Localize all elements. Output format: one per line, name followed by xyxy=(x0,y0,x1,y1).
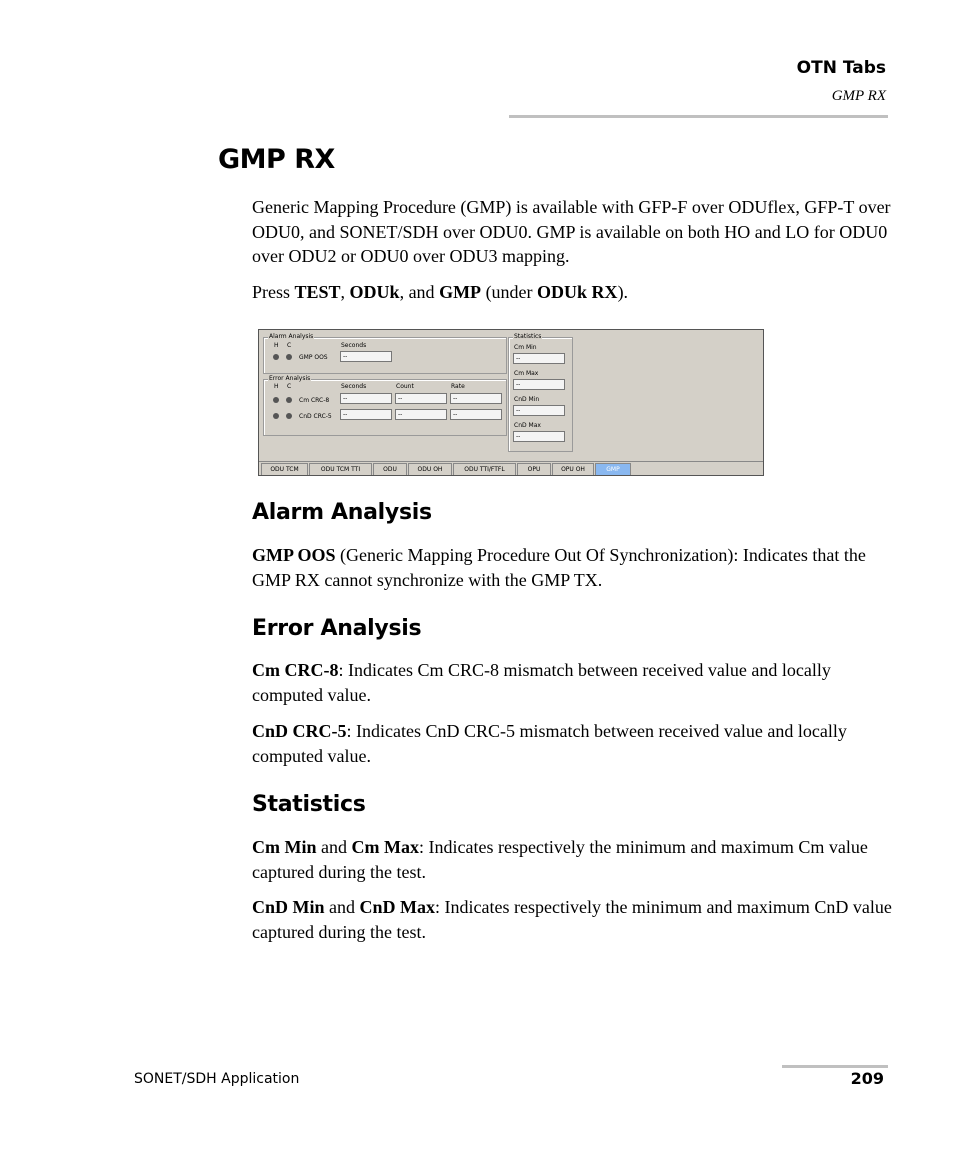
error-seconds-header: Seconds xyxy=(341,383,367,390)
cnd-min-max-description: CnD Min and CnD Max: Indicates respectively the minimum and maximum CnD value captured during the test. xyxy=(252,897,892,942)
statistics-group-title: Statistics xyxy=(514,333,542,340)
alarm-analysis-heading: Alarm Analysis xyxy=(252,500,432,525)
cm-max-field: -- xyxy=(513,379,565,390)
cm-crc8-label: Cm CRC-8 xyxy=(299,397,330,404)
cm-min-max-description: Cm Min and Cm Max: Indicates respectively the minimum and maximum Cm value captured during the test. xyxy=(252,837,868,882)
alarm-analysis-group xyxy=(263,333,507,374)
cnd-min-field: -- xyxy=(513,405,565,416)
error-c-header: C xyxy=(287,383,292,390)
cm-crc8-description: Cm CRC-8: Indicates Cm CRC-8 mismatch between received value and locally computed value. xyxy=(252,660,831,705)
cnd-crc5-seconds-field: -- xyxy=(340,409,392,420)
gmp-oos-seconds-field: -- xyxy=(340,351,392,362)
tab-gmp[interactable]: GMP xyxy=(595,463,631,475)
error-h-header: H xyxy=(274,383,279,390)
gmp-oos-label: GMP OOS xyxy=(299,354,328,361)
footer-rule xyxy=(782,1065,888,1068)
gmp-oos-current-led-icon xyxy=(286,354,292,360)
page-number: 209 xyxy=(850,1069,884,1088)
cnd-crc5-current-led-icon xyxy=(286,413,292,419)
gmp-oos-description: GMP OOS (Generic Mapping Procedure Out Of Synchronization): Indicates that the GMP RX cannot synchronize with the GMP TX. xyxy=(252,545,866,590)
tab-odu-tcm-tti[interactable]: ODU TCM TTI xyxy=(309,463,372,475)
page-heading: GMP RX xyxy=(218,144,335,175)
cnd-crc5-description: CnD CRC-5: Indicates CnD CRC-5 mismatch between received value and locally computed value. xyxy=(252,721,847,766)
error-count-header: Count xyxy=(396,383,414,390)
alarm-analysis-group-title: Alarm Analysis xyxy=(269,333,314,340)
error-analysis-heading: Error Analysis xyxy=(252,616,422,641)
cm-crc8-history-led-icon xyxy=(273,397,279,403)
tab-odu-oh[interactable]: ODU OH xyxy=(408,463,452,475)
running-header-title: OTN Tabs xyxy=(796,58,886,78)
cm-min-field: -- xyxy=(513,353,565,364)
cnd-max-field: -- xyxy=(513,431,565,442)
cm-crc8-rate-field: -- xyxy=(450,393,502,404)
tab-odu-tcm[interactable]: ODU TCM xyxy=(261,463,308,475)
cnd-max-label: CnD Max xyxy=(514,422,541,429)
cnd-crc5-history-led-icon xyxy=(273,413,279,419)
cnd-crc5-label: CnD CRC-5 xyxy=(299,413,332,420)
intro-paragraph: Generic Mapping Procedure (GMP) is available with GFP-F over ODUflex, GFP-T over ODU0, and SONET/SDH over ODU0. GMP is available on both HO and LO for ODU0 over ODU2 or ODU0 over ODU3 mapping. xyxy=(252,197,891,266)
statistics-group xyxy=(508,333,573,452)
cm-max-label: Cm Max xyxy=(514,370,539,377)
otn-tab-strip xyxy=(259,461,763,475)
cm-crc8-current-led-icon xyxy=(286,397,292,403)
alarm-h-header: H xyxy=(274,342,279,349)
error-rate-header: Rate xyxy=(451,383,465,390)
cnd-crc5-rate-field: -- xyxy=(450,409,502,420)
error-analysis-group-title: Error Analysis xyxy=(269,375,311,382)
tab-opu[interactable]: OPU xyxy=(517,463,551,475)
running-header-subtitle: GMP RX xyxy=(831,88,886,104)
cm-min-label: Cm Min xyxy=(514,344,537,351)
tab-odu[interactable]: ODU xyxy=(373,463,407,475)
cm-crc8-count-field: -- xyxy=(395,393,447,404)
error-analysis-group xyxy=(263,375,507,436)
footer-document-title: SONET/SDH Application xyxy=(134,1071,300,1087)
gmp-oos-history-led-icon xyxy=(273,354,279,360)
statistics-heading: Statistics xyxy=(252,792,366,817)
cnd-crc5-count-field: -- xyxy=(395,409,447,420)
alarm-c-header: C xyxy=(287,342,292,349)
tab-opu-oh[interactable]: OPU OH xyxy=(552,463,594,475)
press-instruction: Press TEST, ODUk, and GMP (under ODUk RX). xyxy=(252,282,629,302)
alarm-seconds-header: Seconds xyxy=(341,342,367,349)
cnd-min-label: CnD Min xyxy=(514,396,540,403)
tab-odu-tti-ftfl[interactable]: ODU TTI/FTFL xyxy=(453,463,516,475)
cm-crc8-seconds-field: -- xyxy=(340,393,392,404)
header-rule xyxy=(509,115,888,118)
gmp-rx-screenshot xyxy=(258,329,764,476)
